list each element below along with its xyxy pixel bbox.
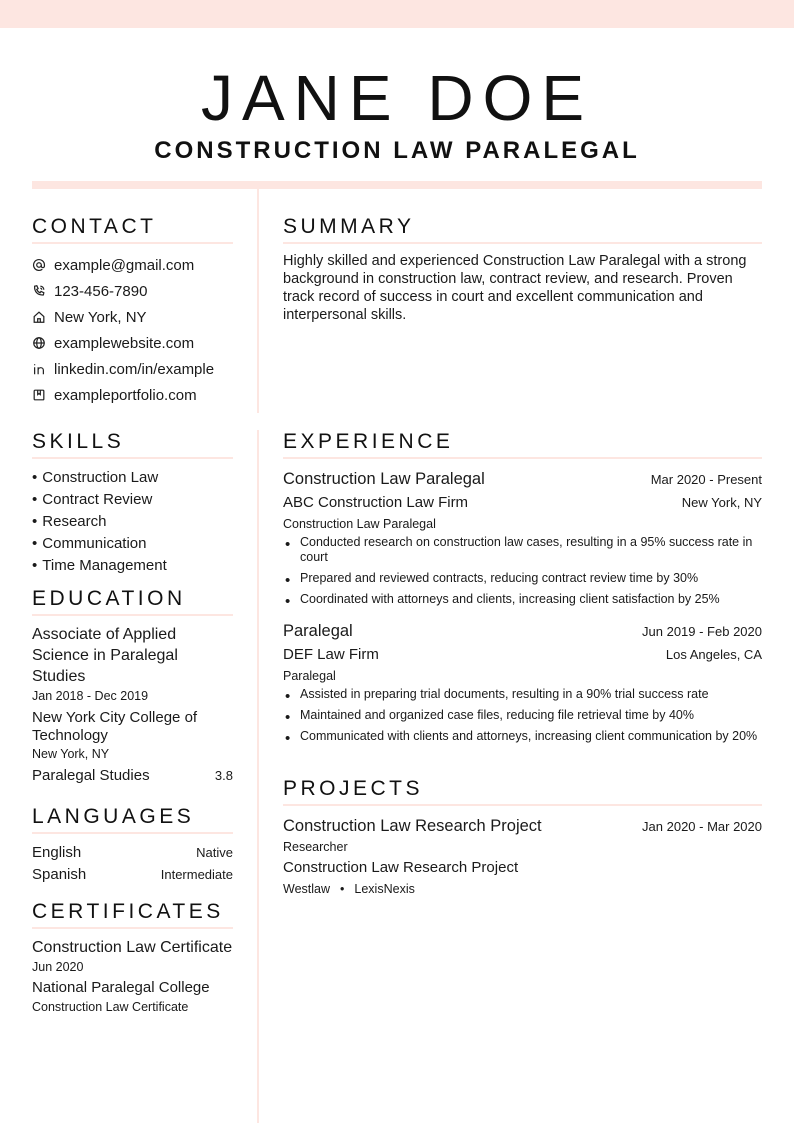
projects-section — [283, 776, 762, 898]
top-accent-band — [0, 0, 794, 28]
experience-section — [283, 429, 762, 750]
project-subtitle: Construction Law Research Project — [283, 859, 519, 876]
education-dates: Jan 2018 - Dec 2019 — [32, 689, 149, 703]
job-entry — [283, 467, 762, 607]
certificates-section — [32, 899, 233, 1016]
job-bullets — [283, 535, 762, 607]
column-divider-bottom — [257, 430, 259, 1123]
skill-item: • Communication — [32, 533, 233, 555]
language-row — [32, 842, 233, 864]
skill-item: • Construction Law — [32, 467, 233, 489]
skill-item: • Time Management — [32, 555, 233, 577]
job-bullet: • Maintained and organized case files, reducing file retrieval time by 40% — [283, 708, 762, 723]
job-bullets — [283, 687, 762, 744]
job-bullet: • Prepared and reviewed contracts, reducing contract review time by 30% — [283, 571, 762, 586]
education-gpa: 3.8 — [214, 768, 233, 783]
education-institution: New York City College of Technology — [32, 709, 198, 744]
education-heading: EDUCATION — [32, 586, 233, 616]
certificate-name: Construction Law Certificate — [32, 939, 233, 956]
education-field-row — [32, 765, 233, 787]
skill-item: • Contract Review — [32, 489, 233, 511]
job-company: ABC Construction Law Firm — [283, 494, 469, 511]
contact-heading: CONTACT — [32, 214, 233, 244]
certificates-heading: CERTIFICATES — [32, 899, 233, 929]
languages-section — [32, 804, 233, 886]
language-name: English — [32, 844, 82, 861]
certificate-detail: Construction Law Certificate — [32, 1000, 189, 1014]
contact-linkedin-text: linkedin.com/in/example — [54, 360, 215, 378]
separator-dot: • — [340, 882, 345, 896]
language-name: Spanish — [32, 866, 87, 883]
skill-item: • Research — [32, 511, 233, 533]
summary-heading: SUMMARY — [283, 214, 762, 244]
languages-heading: LANGUAGES — [32, 804, 233, 834]
language-level: Native — [196, 845, 233, 860]
language-row — [32, 864, 233, 886]
education-section — [32, 586, 233, 787]
contact-location-text: New York, NY — [54, 308, 147, 326]
certificate-issuer: National Paralegal College — [32, 979, 210, 996]
job-location: Los Angeles, CA — [665, 647, 762, 662]
skills-section — [32, 429, 233, 577]
column-divider-top — [257, 189, 259, 413]
contact-portfolio[interactable] — [32, 382, 233, 408]
summary-section — [283, 214, 762, 324]
at-icon — [32, 258, 46, 272]
project-tools — [283, 880, 762, 898]
phone-icon — [32, 284, 46, 298]
contact-phone-text: 123-456-7890 — [54, 282, 148, 300]
job-bullet: • Coordinated with attorneys and clients, increasing client satisfaction by 25% — [283, 592, 762, 607]
job-title: Paralegal — [283, 622, 353, 640]
job-role: Paralegal — [283, 669, 336, 683]
education-field: Paralegal Studies — [32, 767, 150, 784]
skills-heading: SKILLS — [32, 429, 233, 459]
project-tool: Westlaw — [283, 882, 331, 896]
experience-heading: EXPERIENCE — [283, 429, 762, 459]
contact-website-text: examplewebsite.com — [54, 334, 195, 352]
contact-website[interactable] — [32, 330, 233, 356]
projects-heading: PROJECTS — [283, 776, 762, 806]
contact-section — [32, 214, 233, 408]
portfolio-icon — [32, 388, 46, 402]
job-bullet: • Conducted research on construction law cases, resulting in a 95% success rate in court — [283, 535, 762, 565]
job-entry — [283, 619, 762, 744]
education-degree: Associate of Applied Science in Paralegal Studies — [32, 626, 178, 685]
globe-icon — [32, 336, 46, 350]
project-dates: Jan 2020 - Mar 2020 — [642, 819, 762, 834]
candidate-name: JANE DOE — [200, 62, 594, 134]
job-location: New York, NY — [681, 495, 762, 510]
job-title: Construction Law Paralegal — [283, 470, 485, 488]
project-tool: LexisNexis — [354, 882, 415, 896]
home-icon — [32, 310, 46, 324]
contact-phone[interactable] — [32, 278, 233, 304]
job-dates: Mar 2020 - Present — [650, 472, 762, 487]
candidate-title: CONSTRUCTION LAW PARALEGAL — [154, 137, 640, 164]
job-bullet: • Communicated with clients and attorneys, increasing client communication by 20% — [283, 729, 762, 744]
contact-email-text: example@gmail.com — [54, 256, 195, 274]
summary-text: Highly skilled and experienced Construction Law Paralegal with a strong background in construction law, contract review, and research. Proven track record of success in court and excellent communication and interpersonal skills. — [283, 253, 747, 323]
job-company: DEF Law Firm — [283, 646, 379, 663]
contact-location — [32, 304, 233, 330]
header-divider — [32, 181, 762, 189]
contact-linkedin[interactable] — [32, 356, 233, 382]
language-level: Intermediate — [160, 867, 233, 882]
job-dates: Jun 2019 - Feb 2020 — [642, 624, 762, 639]
education-location: New York, NY — [32, 747, 110, 761]
project-role: Researcher — [283, 840, 348, 854]
job-bullet: • Assisted in preparing trial documents, resulting in a 90% trial success rate — [283, 687, 762, 702]
contact-portfolio-text: exampleportfolio.com — [54, 386, 197, 404]
job-role: Construction Law Paralegal — [283, 517, 436, 531]
project-title: Construction Law Research Project — [283, 817, 542, 835]
contact-email[interactable] — [32, 252, 233, 278]
certificate-date: Jun 2020 — [32, 960, 84, 974]
linkedin-icon — [32, 362, 46, 376]
